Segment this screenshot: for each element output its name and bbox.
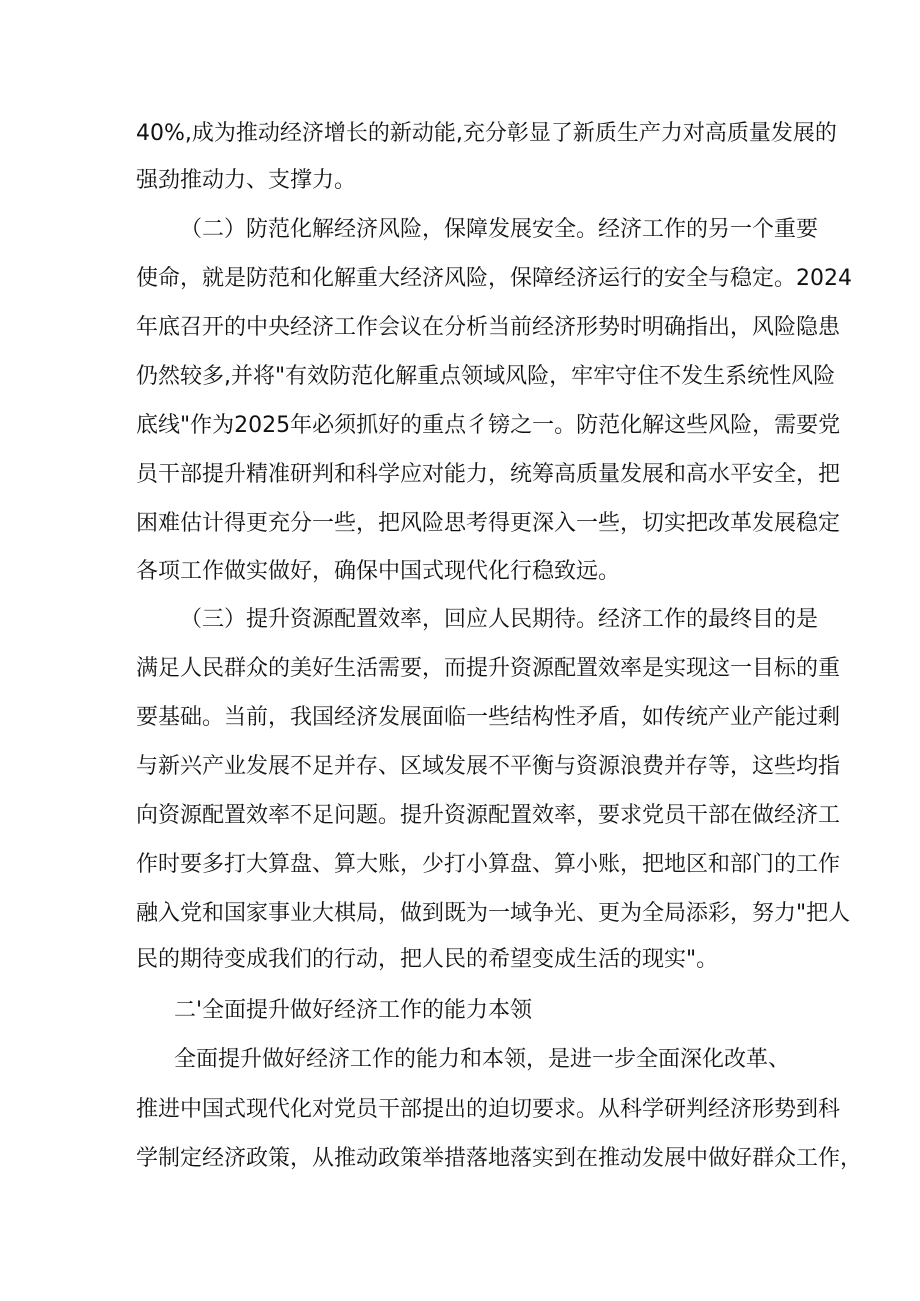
paragraph-line: 仍然较多,并将"有效防范化解重点领域风险，牢牢守住不发生系统性风险 xyxy=(136,364,836,389)
paragraph-line: 困难估计得更充分一些，把风险思考得更深入一些，切实把改革发展稳定 xyxy=(136,511,841,536)
section-heading-line: （二）防范化解经济风险，保障发展安全。经济工作的另一个重要 xyxy=(180,217,819,242)
paragraph-line: 向资源配置效率不足问题。提升资源配置效率，要求党员干部在做经济工 xyxy=(136,803,841,828)
paragraph-line: 全面提升做好经济工作的能力和本领，是进一步全面深化改革、 xyxy=(174,1047,791,1072)
paragraph-line: 作时要多打大算盘、算大账，少打小算盘、算小账，把地区和部门的工作 xyxy=(136,852,841,877)
paragraph-line: 员干部提升精准研判和科学应对能力，统筹高质量发展和高水平安全，把 xyxy=(136,462,841,487)
paragraph-line: 与新兴产业发展不足并存、区域发展不平衡与资源浪费并存等，这些均指 xyxy=(136,754,841,779)
section-heading-line: （三）提升资源配置效率，回应人民期待。经济工作的最终目的是 xyxy=(180,607,819,632)
paragraph-line: 强劲推动力、支撑力。 xyxy=(136,168,357,193)
paragraph-line: 要基础。当前，我国经济发展面临一些结构性矛盾，如传统产业产能过剩 xyxy=(136,705,841,730)
chapter-heading: 二'全面提升做好经济工作的能力本领 xyxy=(174,998,533,1023)
paragraph-line: 民的期待变成我们的行动，把人民的希望变成生活的现实"。 xyxy=(136,947,719,972)
paragraph-line: 40%,成为推动经济增长的新动能,充分彰显了新质生产力对高质量发展的 xyxy=(136,121,837,146)
paragraph-line: 融入党和国家事业大棋局，做到既为一域争光、更为全局添彩，努力"把人 xyxy=(136,901,851,926)
paragraph-line: 各项工作做实做好，确保中国式现代化行稳致远。 xyxy=(136,559,621,584)
paragraph-line: 学制定经济政策，从推动政策举措落地落实到在推动发展中做好群众工作， xyxy=(136,1146,863,1171)
paragraph-line: 年底召开的中央经济工作会议在分析当前经济形势时明确指出，风险隐患 xyxy=(136,315,841,340)
paragraph-line: 底线"作为2025年必须抓好的重点彳镑之一。防范化解这些风险，需要党 xyxy=(136,413,841,438)
paragraph-line: 推进中国式现代化对党员干部提出的迫切要求。从科学研判经济形势到科 xyxy=(136,1097,841,1122)
paragraph-line: 使命，就是防范和化解重大经济风险，保障经济运行的安全与稳定。2024 xyxy=(136,266,852,291)
paragraph-line: 满足人民群众的美好生活需要，而提升资源配置效率是实现这一目标的重 xyxy=(136,656,841,681)
